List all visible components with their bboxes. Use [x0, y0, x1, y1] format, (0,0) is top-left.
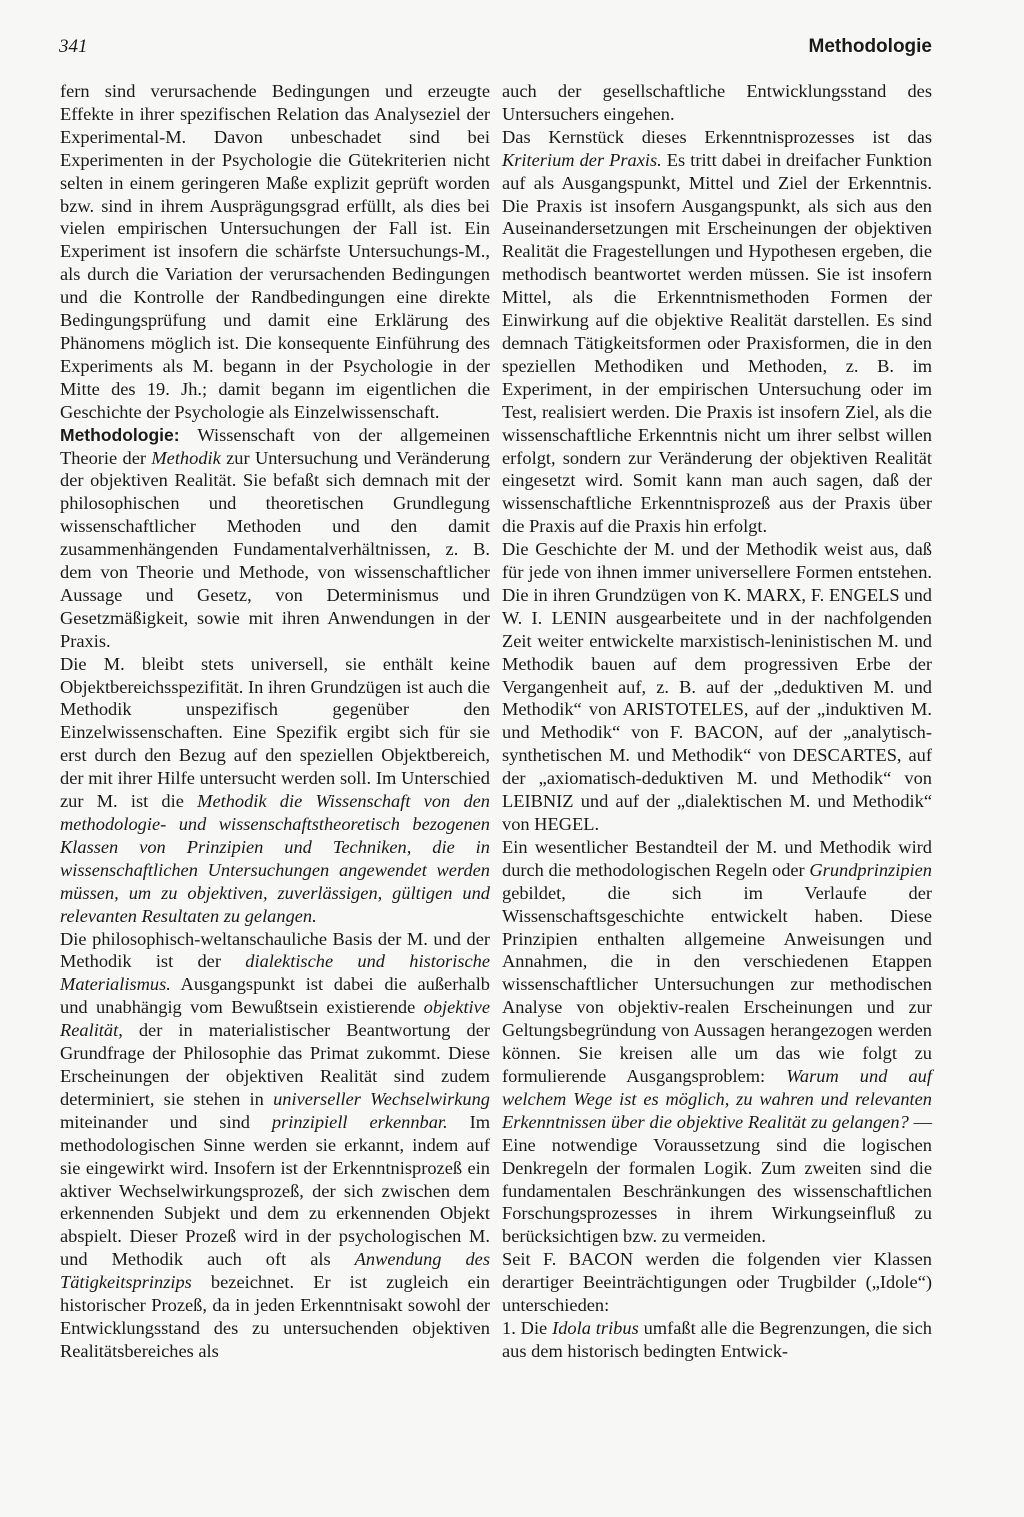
entry-term: Methodologie: [60, 424, 180, 445]
entry-methodologie: Methodologie: Wissenschaft von der allgemeinen Theorie der Methodik zur Untersuchung und Veränderung der objektiven Realität. Sie befaßt sich demnach mit der philosophischen und theoretischen Grundlegung wissenschaftlicher Methoden und den damit zusammenhängenden Fundamentalverhältnissen, z. B. dem von Theorie und Methode, von wissenschaftlicher Aussage und Gesetz, von Determinismus und Gesetzmäßigkeit, sowie mit ihren Anwendungen in der Praxis. [60, 424, 490, 651]
running-head: Methodologie [808, 36, 932, 57]
paragraph: Die M. bleibt stets universell, sie enthält keine Objektbereichsspezifität. In ihren Grundzügen ist auch die Methodik unspezifisch gegenüber den Einzelwissenschaften. Eine Spezifik ergibt sich für sie erst durch den Bezug auf den speziellen Objektbereich, der mit ihrer Hilfe untersucht werden soll. Im Unterschied zur M. ist die Methodik die Wissenschaft von den methodologie- und wissenschaftstheoretisch bezogenen Klassen von Prinzipien und Techniken, die in wissenschaftlichen Untersuchungen angewendet werden müssen, um zu objektiven, zuverlässigen, gültigen und relevanten Resultaten zu gelangen. [60, 653, 490, 926]
paragraph: fern sind verursachende Bedingungen und erzeugte Effekte in ihrer spezifischen Relation das Analyseziel der Experimental-M. Davon unbeschadet sind bei Experimenten in der Psychologie die Gütekriterien nicht selten in einem geringeren Maße explizit geprüft worden bzw. sind in ihrem Ausprägungsgrad erfüllt, als dies bei vielen empirischen Untersuchungen der Fall ist. Ein Experiment ist insofern die schärfste Untersuchungs-M., als durch die Variation der verursachenden Bedingungen und die Kontrolle der Randbedingungen eine direkte Bedingungsprüfung und damit eine Erklärung des Phänomens möglich ist. Die konsequente Einführung des Experiments als M. begann in der Psychologie in der Mitte des 19. Jh.; damit begann im eigentlichen die Geschichte der Psychologie als Einzelwissenschaft. [60, 81, 490, 422]
paragraph: 1. Die Idola tribus umfaßt alle die Begrenzungen, die sich aus dem historisch bedingten Entwick- [502, 1317, 933, 1361]
paragraph: Ein wesentlicher Bestandteil der M. und Methodik wird durch die methodologischen Regeln oder Grundprinzipien gebildet, die sich im Verlaufe der Wissenschaftsgeschichte entwickelt haben. Diese Prinzipien enthalten allgemeine Anweisungen und Annahmen, die in den verschiedenen Etappen wissenschaftlicher Untersuchungen zur methodischen Analyse von objektiv-realen Erscheinungen und zur Geltungsbegründung von Aussagen herangezogen werden können. Sie kreisen alle um das wie folgt zu formulierende Ausgangsproblem: Warum und auf welchem Wege ist es möglich, zu wahren und relevanten Erkenntnissen über die objektive Realität zu gelangen? — Eine notwendige Voraussetzung sind die logischen Denkregeln der formalen Logik. Zum zweiten sind die fundamentalen Beschränkungen des wissenschaftlichen Forschungsprozesses in ihrem Wirkungseinfluß zu berücksichtigen bzw. zu vermeiden. [502, 836, 932, 1247]
paragraph: Seit F. BACON werden die folgenden vier Klassen derartiger Beeinträchtigungen oder Trugbilder („Idole“) unterschieden: [502, 1249, 932, 1316]
paragraph: auch der gesellschaftliche Entwicklungsstand des Untersuchers eingehen. [502, 81, 932, 124]
paragraph: Das Kernstück dieses Erkenntnisprozesses ist das Kriterium der Praxis. Es tritt dabei in dreifacher Funktion auf als Ausgangspunkt, Mittel und Ziel der Erkenntnis. Die Praxis ist insofern Ausgangspunkt, als sich aus den Auseinandersetzungen mit Erscheinungen der objektiven Realität die Fragestellungen und Hypothesen ergeben, die methodisch beantwortet werden müssen. Sie ist insofern Mittel, als die Erkenntnismethoden Formen der Einwirkung auf die objektive Realität darstellen. Es sind demnach Tätigkeitsformen oder Praxisformen, die in den speziellen Methodiken und Methoden, z. B. im Experiment, in der empirischen Untersuchung oder im Test, realisiert werden. Die Praxis ist insofern Ziel, als die wissenschaftliche Erkenntnis nicht um ihrer selbst willen erfolgt, sondern zur Veränderung der objektiven Realität eingesetzt wird. Somit kann man auch sagen, daß der wissenschaftliche Erkenntnisprozeß aus der Praxis über die Praxis auf die Praxis hin erfolgt. [502, 126, 932, 537]
paragraph: Die Geschichte der M. und der Methodik weist aus, daß für jede von ihnen immer universellere Formen entstehen. Die in ihren Grundzügen von K. MARX, F. ENGELS und W. I. LENIN ausgearbeitete und in der nachfolgenden Zeit weiter entwickelte marxistisch-leninistischen M. und Methodik bauen auf dem progressiven Erbe der Vergangenheit auf, z. B. auf der „deduktiven M. und Methodik“ von ARISTOTELES, auf der „induktiven M. und Methodik“ von F. BACON, auf der „analytisch-synthetischen M. und Methodik“ von DESCARTES, auf der „axiomatisch-deduktiven M. und Methodik“ von LEIBNIZ und auf der „dialektischen M. und Methodik“ von HEGEL. [502, 539, 932, 834]
left-column [60, 80, 490, 1363]
page-number: 341 [59, 36, 88, 57]
right-column [502, 80, 932, 1363]
paragraph: Die philosophisch-weltanschauliche Basis der M. und der Methodik ist der dialektische und historische Materialismus. Ausgangspunkt ist dabei die außerhalb und unabhängig vom Bewußtsein existierende objektive Realität, der in materialistischer Beantwortung der Grundfrage der Philosophie das Primat zukommt. Diese Erscheinungen der objektiven Realität sind zudem determiniert, sie stehen in universeller Wechselwirkung miteinander und sind prinzipiell erkennbar. Im methodologischen Sinne werden sie erkannt, indem auf sie eingewirkt wird. Insofern ist der Erkenntnisprozeß ein aktiver Wechselwirkungsprozeß, der sich zwischen dem erkennenden Subjekt und dem zu erkennenden Objekt abspielt. Dieser Prozeß wird in der psychologischen M. und Methodik auch oft als Anwendung des Tätigkeitsprinzips bezeichnet. Er ist zugleich ein historischer Prozeß, da in jeden Erkenntnisakt sowohl der Entwicklungsstand des zu untersuchenden objektiven Realitätsbereiches als [60, 928, 491, 1361]
